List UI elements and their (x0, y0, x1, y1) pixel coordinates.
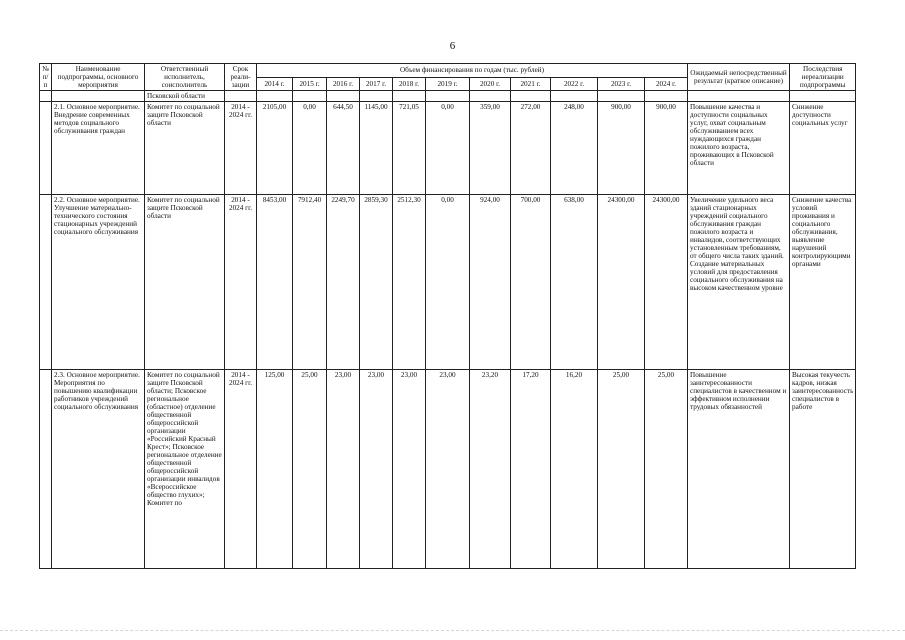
executor-cell: Комитет по социальной защите Псковской области; Псковское региональное (областное) отделение общественной общероссийской организации «Российский Красный Крест»; Псковское региональное отделение общественной общероссийской организации инвалидов «Всероссийское общество глухих»; Комитет по (145, 370, 225, 569)
executor-cell: Псковской области (145, 91, 225, 102)
value-cell: 2859,30 (360, 195, 393, 370)
header-consequences: Последствия нереализации подпрограммы (790, 64, 856, 91)
period-cell: 2014 - 2024 гг. (225, 102, 257, 195)
header-year: 2018 г. (393, 77, 426, 91)
period-cell: 2014 - 2024 гг. (225, 370, 257, 569)
header-index: № п/ п (40, 64, 52, 91)
period-cell: 2014 - 2024 гг. (225, 195, 257, 370)
consequences-cell: Снижение доступности социальных услуг (790, 102, 856, 195)
value-cell: 23,00 (393, 370, 426, 569)
value-cell: 25,00 (293, 370, 327, 569)
value-cell: 924,00 (470, 195, 511, 370)
executor-cell: Комитет по социальной защите Псковской области (145, 102, 225, 195)
page-number: 6 (449, 40, 456, 52)
value-cell: 2105,00 (257, 102, 293, 195)
executor-cell: Комитет по социальной защите Псковской области (145, 195, 225, 370)
value-cell: 248,00 (551, 102, 598, 195)
value-cell: 2512,30 (393, 195, 426, 370)
value-cell: 1145,00 (360, 102, 393, 195)
value-cell: 23,00 (360, 370, 393, 569)
value-cell: 900,00 (645, 102, 688, 195)
table-row (40, 370, 856, 569)
value-cell: 0,00 (426, 102, 470, 195)
value-cell: 24300,00 (598, 195, 645, 370)
value-cell: 644,50 (327, 102, 360, 195)
header-year: 2021 г. (511, 77, 551, 91)
value-cell: 23,00 (327, 370, 360, 569)
header-year: 2015 г. (293, 77, 327, 91)
scan-edge-line (0, 630, 905, 631)
header-result: Ожидаемый непосредственный результат (краткое описание) (688, 64, 790, 91)
result-cell: Увеличение удельного веса зданий стационарных учреждений социального обслуживания граждан пожилого возраста и инвалидов, соответствующих установленным требованиям, от общего числа таких зданий. Создание материальных условий для предоставления социального обслуживания на высоком качественном уровне (688, 195, 790, 370)
table-row (40, 102, 856, 195)
value-cell: 8453,00 (257, 195, 293, 370)
value-cell: 7912,40 (293, 195, 327, 370)
header-executor: Ответственный исполнитель, соисполнитель (145, 64, 225, 91)
value-cell: 0,00 (293, 102, 327, 195)
value-cell: 272,00 (511, 102, 551, 195)
value-cell: 23,00 (426, 370, 470, 569)
value-cell: 700,00 (511, 195, 551, 370)
value-cell: 17,20 (511, 370, 551, 569)
header-year: 2023 г. (598, 77, 645, 91)
header-year: 2017 г. (360, 77, 393, 91)
consequences-cell: Снижение качества условий проживания и социального обслуживания, выявление нарушений контролирующими органами (790, 195, 856, 370)
value-cell: 24300,00 (645, 195, 688, 370)
header-period: Срок реали-зации (225, 64, 257, 91)
continuation-row (40, 91, 856, 102)
value-cell: 900,00 (598, 102, 645, 195)
result-cell: Повышение заинтересованности специалистов в качественном и эффективном исполнении трудовых обязанностей (688, 370, 790, 569)
financing-table (39, 63, 856, 569)
header-year: 2014 г. (257, 77, 293, 91)
value-cell: 359,00 (470, 102, 511, 195)
header-year: 2024 г. (645, 77, 688, 91)
value-cell: 2249,70 (327, 195, 360, 370)
table-row (40, 195, 856, 370)
value-cell: 125,00 (257, 370, 293, 569)
value-cell: 0,00 (426, 195, 470, 370)
name-cell: 2.1. Основное мероприятие. Внедрение современных методов социального обслуживания граждан (52, 102, 145, 195)
header-year: 2022 г. (551, 77, 598, 91)
header-financing: Объем финансирования по годам (тыс. рублей) (257, 64, 688, 78)
name-cell: 2.3. Основное мероприятие. Мероприятия по повышению квалификации работников учреждений социального обслуживания (52, 370, 145, 569)
value-cell: 23,20 (470, 370, 511, 569)
header-year: 2019 г. (426, 77, 470, 91)
header-year: 2020 г. (470, 77, 511, 91)
value-cell: 721,05 (393, 102, 426, 195)
name-cell: 2.2. Основное мероприятие. Улучшение материально-технического состояния стационарных учреждений социального обслуживания (52, 195, 145, 370)
value-cell: 638,00 (551, 195, 598, 370)
header-year: 2016 г. (327, 77, 360, 91)
value-cell: 16,20 (551, 370, 598, 569)
value-cell: 25,00 (598, 370, 645, 569)
header-name: Наименование подпрограммы, основного мероприятия (52, 64, 145, 91)
consequences-cell: Высокая текучесть кадров, низкая заинтересованность специалистов в работе (790, 370, 856, 569)
result-cell: Повышение качества и доступности социальных услуг, охват социальным обслуживанием всех нуждающихся граждан пожилого возраста, проживающих в Псковской области (688, 102, 790, 195)
value-cell: 25,00 (645, 370, 688, 569)
